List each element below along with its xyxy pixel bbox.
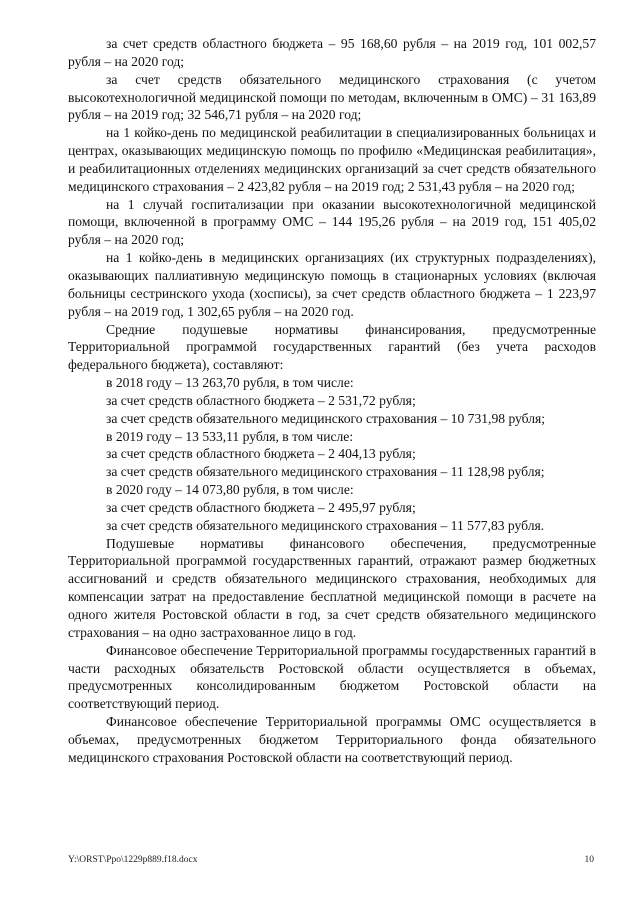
- paragraph-regional-budget-2019-2020: за счет средств областного бюджета – 95 168,60 рубля – на 2019 год, 101 002,57 рубля – на 2020 год;: [68, 36, 596, 69]
- page-number: 10: [584, 855, 594, 865]
- paragraph-2020-total: в 2020 году – 14 073,80 рубля, в том числе:: [106, 482, 354, 498]
- paragraph-per-capita-standards: Подушевые нормативы финансового обеспечения, предусмотренные Территориальной программой государственных гарантий, отражают размер бюджетных ассигнований и средств обязательного медицинского страхования, необходимых для компенсации затрат на предоставление бесплатной медицинской помощи в расчете на одного жителя Ростовской области в год, за счет средств обязательного медицинского страхования – на одно застрахованное лицо в год.: [68, 535, 596, 640]
- paragraph-2018-total: в 2018 году – 13 263,70 рубля, в том числе:: [106, 375, 354, 391]
- paragraph-high-tech-hospitalization: на 1 случай госпитализации при оказании высокотехнологичной медицинской помощи, включенной в программу ОМС – 144 195,26 рубля – на 2019 год, 151 405,02 рубля – на 2020 год;: [68, 196, 596, 248]
- document-body: [68, 35, 596, 767]
- paragraph-2019-oms: за счет средств обязательного медицинского страхования – 11 128,98 рубля;: [106, 464, 545, 480]
- paragraph-2019-total: в 2019 году – 13 533,11 рубля, в том числе:: [106, 428, 354, 444]
- paragraph-program-funding: Финансовое обеспечение Территориальной программы государственных гарантий в части расходных обязательств Ростовской области осуществляется в объемах, предусмотренных консолидированным бюджетом Ростовской области на соответствующий период.: [68, 642, 596, 712]
- paragraph-oms-high-tech: за счет средств обязательного медицинского страхования (с учетом высокотехнологичной медицинской помощи по методам, включенным в ОМС) – 31 163,89 рубля – на 2019 год; 32 546,71 рубля – на 2020 год;: [68, 71, 596, 123]
- paragraph-rehabilitation-bed-day: на 1 койко-день по медицинской реабилитации в специализированных больницах и центрах, оказывающих медицинскую помощь по профилю «Медицинская реабилитация», и реабилитационных отделениях медицинских организаций за счет средств обязательного медицинского страхования – 2 423,82 рубля – на 2019 год; 2 531,43 рубля – на 2020 год;: [68, 125, 596, 194]
- paragraph-2020-oms: за счет средств обязательного медицинского страхования – 11 577,83 рубля.: [106, 517, 545, 533]
- paragraph-2019-regional: за счет средств областного бюджета – 2 404,13 рубля;: [106, 446, 416, 462]
- paragraph-2020-regional: за счет средств областного бюджета – 2 495,97 рубля;: [106, 499, 416, 515]
- paragraph-2018-oms: за счет средств обязательного медицинского страхования – 10 731,98 рубля;: [106, 410, 546, 426]
- paragraph-palliative-bed-day: на 1 койко-день в медицинских организациях (их структурных подразделениях), оказывающих паллиативную медицинскую помощь в стационарных условиях (включая больницы сестринского ухода (хосписы), за счет средств областного бюджета – 1 223,97 рубля – на 2019 год, 1 302,65 рубля – на 2020 год.: [68, 250, 596, 319]
- paragraph-2018-regional: за счет средств областного бюджета – 2 531,72 рубля;: [106, 392, 416, 408]
- file-path: Y:\ORST\Ppo\1229p889.f18.docx: [68, 855, 198, 865]
- paragraph-per-capita-intro: Средние подушевые нормативы финансирования, предусмотренные Территориальной программой государственных гарантий (без учета расходов федерального бюджета), составляют:: [68, 321, 596, 373]
- paragraph-oms-program-funding: Финансовое обеспечение Территориальной программы ОМС осуществляется в объемах, предусмотренных бюджетом Территориального фонда обязательного медицинского страхования Ростовской области на соответствующий период.: [68, 714, 596, 765]
